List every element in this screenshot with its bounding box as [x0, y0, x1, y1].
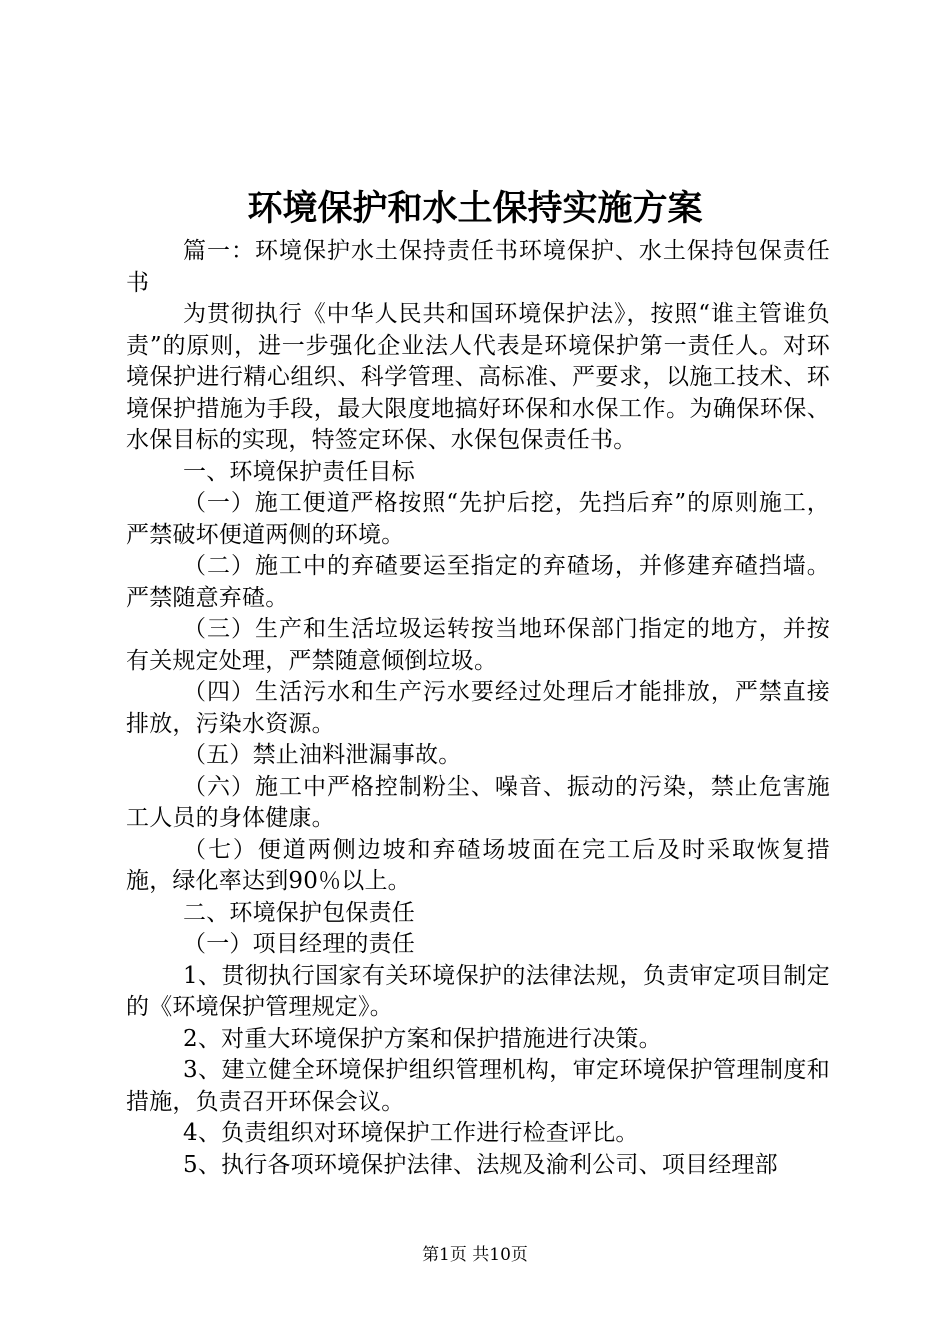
list-item: （六）施工中严格控制粉尘、噪音、振动的污染，禁止危害施工人员的身体健康。: [126, 773, 830, 831]
subsection-heading: （一）项目经理的责任: [183, 931, 415, 957]
list-item: （五）禁止油料泄漏事故。: [183, 742, 462, 768]
document-body: [126, 236, 830, 1181]
list-item: 5、执行各项环境保护法律、法规及渝利公司、项目经理部: [183, 1151, 778, 1178]
list-item: （一）施工便道严格按照“先护后挖，先挡后弃”的原则施工，严禁破坏便道两侧的环境。: [126, 490, 830, 548]
list-item: 1、贯彻执行国家有关环境保护的法律法规，负责审定项目制定的《环境保护管理规定》。: [126, 962, 830, 1020]
list-item: 4、负责组织对环境保护工作进行检查评比。: [183, 1120, 639, 1146]
page-number-footer: 第1页 共10页: [422, 1245, 528, 1265]
section-heading-2: 二、环境保护包保责任: [183, 899, 415, 926]
list-item: （二）施工中的弃碴要运至指定的弃碴场，并修建弃碴挡墙。严禁随意弃碴。: [126, 553, 830, 611]
list-item: 2、对重大环境保护方案和保护措施进行决策。: [183, 1025, 662, 1052]
document-title: 环境保护和水土保持实施方案: [247, 188, 703, 229]
paragraph-intro-heading: 篇一：环境保护水土保持责任书环境保护、水土保持包保责任书: [126, 238, 830, 296]
list-item: （四）生活污水和生产污水要经过处理后才能排放，严禁直接排放，污染水资源。: [126, 679, 830, 737]
list-item: （三）生产和生活垃圾运转按当地环保部门指定的地方，并按有关规定处理，严禁随意倾倒垃圾。: [126, 616, 830, 674]
list-item: （七）便道两侧边坡和弃碴场坡面在完工后及时采取恢复措施，绿化率达到90％以上。: [126, 836, 830, 894]
section-heading-1: 一、环境保护责任目标: [183, 458, 415, 485]
paragraph-preamble: 为贯彻执行《中华人民共和国环境保护法》，按照“谁主管谁负责”的原则，进一步强化企业法人代表是环境保护第一责任人。对环境保护进行精心组织、科学管理、高标准、严要求，以施工技术、环境保护措施为手段，最大限度地搞好环保和水保工作。为确保环保、水保目标的实现，特签定环保、水保包保责任书。: [126, 301, 830, 453]
list-item: 3、建立健全环境保护组织管理机构，审定环境保护管理制度和措施，负责召开环保会议。: [126, 1057, 830, 1115]
